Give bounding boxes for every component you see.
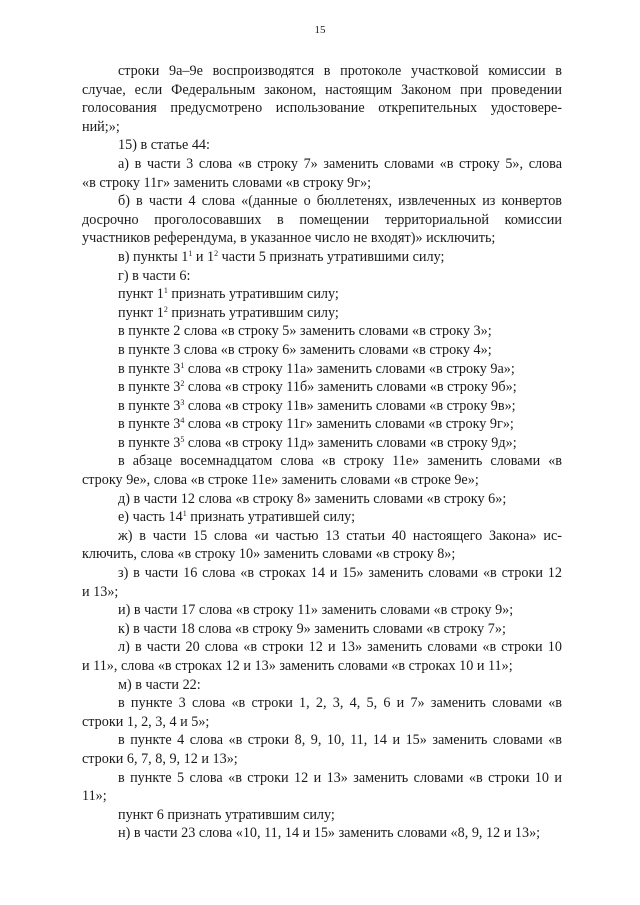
superscript-index: 4 [180,416,185,426]
text-line [82,676,562,695]
text-line [82,378,562,397]
text-line [82,360,562,379]
text-segment: строки 6, 7, 8, 9, 12 и 13»; [82,750,238,767]
text-segment: в) пункты 1 [118,248,189,265]
text-line [82,211,562,230]
text-line [82,806,562,825]
text-line [82,285,562,304]
text-segment: в пункте 3 [118,434,181,451]
text-line [82,322,562,341]
text-segment: участников референдума, в указанное число не входят)» исключить; [82,230,496,247]
superscript-index: 2 [180,379,185,389]
text-segment: ключить, слова «в строку 10» заменить словами «в строку 8»; [82,546,456,563]
text-segment: ний;»; [82,118,120,135]
text-line [82,620,562,639]
text-segment: пункт 6 признать утратившим силу; [118,806,335,823]
text-line [82,397,562,416]
page-number: 15 [314,24,326,36]
superscript-index: 1 [182,509,187,519]
text-line [82,248,562,267]
text-segment: к) в части 18 слова «в строку 9» заменить словами «в строку 7»; [118,620,506,637]
text-line [82,713,562,732]
text-line [82,267,562,286]
text-line [82,490,562,509]
text-line [82,174,562,193]
text-segment: е) часть 14 [118,509,183,526]
text-segment: строки 9а–9е воспроизводятся в протоколе участковой комиссии в [118,63,562,79]
text-segment: досрочно проголосовавших в помещении территориальной комиссии [82,211,562,228]
text-segment: г) в части 6: [118,267,191,284]
text-segment: признать утратившим силу; [167,304,339,321]
text-line [82,118,562,137]
text-line [82,341,562,360]
text-segment: и 11», слова «в строках 12 и 13» заменить словами «в строках 10 и 11»; [82,658,513,674]
text-segment: в пункте 5 слова «в строки 12 и 13» заменить словами «в строки 10 и [118,769,562,786]
text-segment: и 1 [192,248,215,265]
text-line [82,638,562,657]
text-segment: в абзаце восемнадцатом слова «в строку 11е» заменить словами «в [118,453,562,470]
superscript-index: 1 [163,286,168,296]
text-line [82,657,562,676]
text-segment: в пункте 4 слова «в строки 8, 9, 10, 11, 14 и 15» заменить словами «в [118,732,562,749]
text-segment: д) в части 12 слова «в строку 8» заменить словами «в строку 6»; [118,490,507,507]
text-segment: признать утратившим силу; [167,286,339,303]
text-segment: части 5 признать утратившими силу; [218,248,445,265]
text-segment: з) в части 16 слова «в строках 14 и 15» заменить словами «в строки 12 [118,565,562,582]
text-line [82,750,562,769]
text-segment: в пункте 3 [118,416,181,433]
text-segment: случае, если Федеральным законом, настоящим Законом при проведении [82,81,562,98]
text-segment: и) в части 17 слова «в строку 11» заменить словами «в строку 9»; [118,602,514,619]
text-line [82,434,562,453]
text-segment: в пункте 2 слова «в строку 5» заменить словами «в строку 3»; [118,323,492,340]
text-line [82,601,562,620]
text-line [82,192,562,211]
text-segment: слова «в строку 11б» заменить словами «в строку 9б»; [184,379,517,396]
text-line [82,824,562,843]
text-line [82,415,562,434]
text-line [82,99,562,118]
superscript-index: 2 [214,248,219,258]
text-segment: в пункте 3 [118,379,181,396]
text-segment: а) в части 3 слова «в строку 7» заменить словами «в строку 5», слова [118,155,562,172]
text-segment: н) в части 23 слова «10, 11, 14 и 15» заменить словами «8, 9, 12 и 13»; [118,825,541,842]
text-segment: в пункте 3 слова «в строки 1, 2, 3, 4, 5, 6 и 7» заменить словами «в [118,695,562,712]
text-segment: б) в части 4 слова «(данные о бюллетенях, извлеченных из конвертов [118,193,562,210]
text-segment: слова «в строку 11а» заменить словами «в строку 9а»; [184,360,515,377]
superscript-index: 1 [188,248,193,258]
text-line [82,769,562,788]
text-segment: признать утратившей силу; [186,509,356,526]
text-segment: 11»; [82,788,107,805]
superscript-index: 1 [180,360,185,370]
text-line [82,304,562,323]
text-segment: слова «в строку 11в» заменить словами «в строку 9в»; [184,397,516,414]
superscript-index: 2 [163,304,168,314]
text-segment: пункт 1 [118,304,164,321]
text-line [82,452,562,471]
text-line [82,155,562,174]
text-segment: строку 9е», слова «в строке 11е» заменить словами «в строке 9е»; [82,472,479,489]
text-segment: слова «в строку 11г» заменить словами «в строку 9г»; [184,416,514,433]
text-segment: в пункте 3 [118,360,181,377]
text-line [82,136,562,155]
text-segment: пункт 1 [118,286,164,303]
document-body [82,62,562,843]
text-line [82,545,562,564]
text-segment: ж) в части 15 слова «и частью 13 статьи 40 настоящего Закона» ис- [118,527,562,544]
text-segment: 15) в статье 44: [118,137,210,154]
text-segment: голосования предусмотрено использование открепительных удостовере- [82,100,562,117]
text-segment: в пункте 3 слова «в строку 6» заменить словами «в строку 4»; [118,341,492,358]
text-line [82,583,562,602]
text-segment: м) в части 22: [118,676,201,693]
text-segment: «в строку 11г» заменить словами «в строку 9г»; [82,174,372,191]
superscript-index: 3 [180,397,185,407]
text-line [82,229,562,248]
text-line [82,62,562,81]
text-line [82,508,562,527]
text-segment: строки 1, 2, 3, 4 и 5»; [82,713,210,730]
text-segment: слова «в строку 11д» заменить словами «в строку 9д»; [184,434,517,451]
text-line [82,731,562,750]
text-line [82,564,562,583]
text-line [82,694,562,713]
text-line [82,471,562,490]
text-segment: и 13»; [82,583,119,600]
text-segment: л) в части 20 слова «в строки 12 и 13» заменить словами «в строки 10 [118,639,562,656]
superscript-index: 5 [180,434,185,444]
text-line [82,527,562,546]
text-line [82,787,562,806]
text-line [82,81,562,100]
text-segment: в пункте 3 [118,397,181,414]
